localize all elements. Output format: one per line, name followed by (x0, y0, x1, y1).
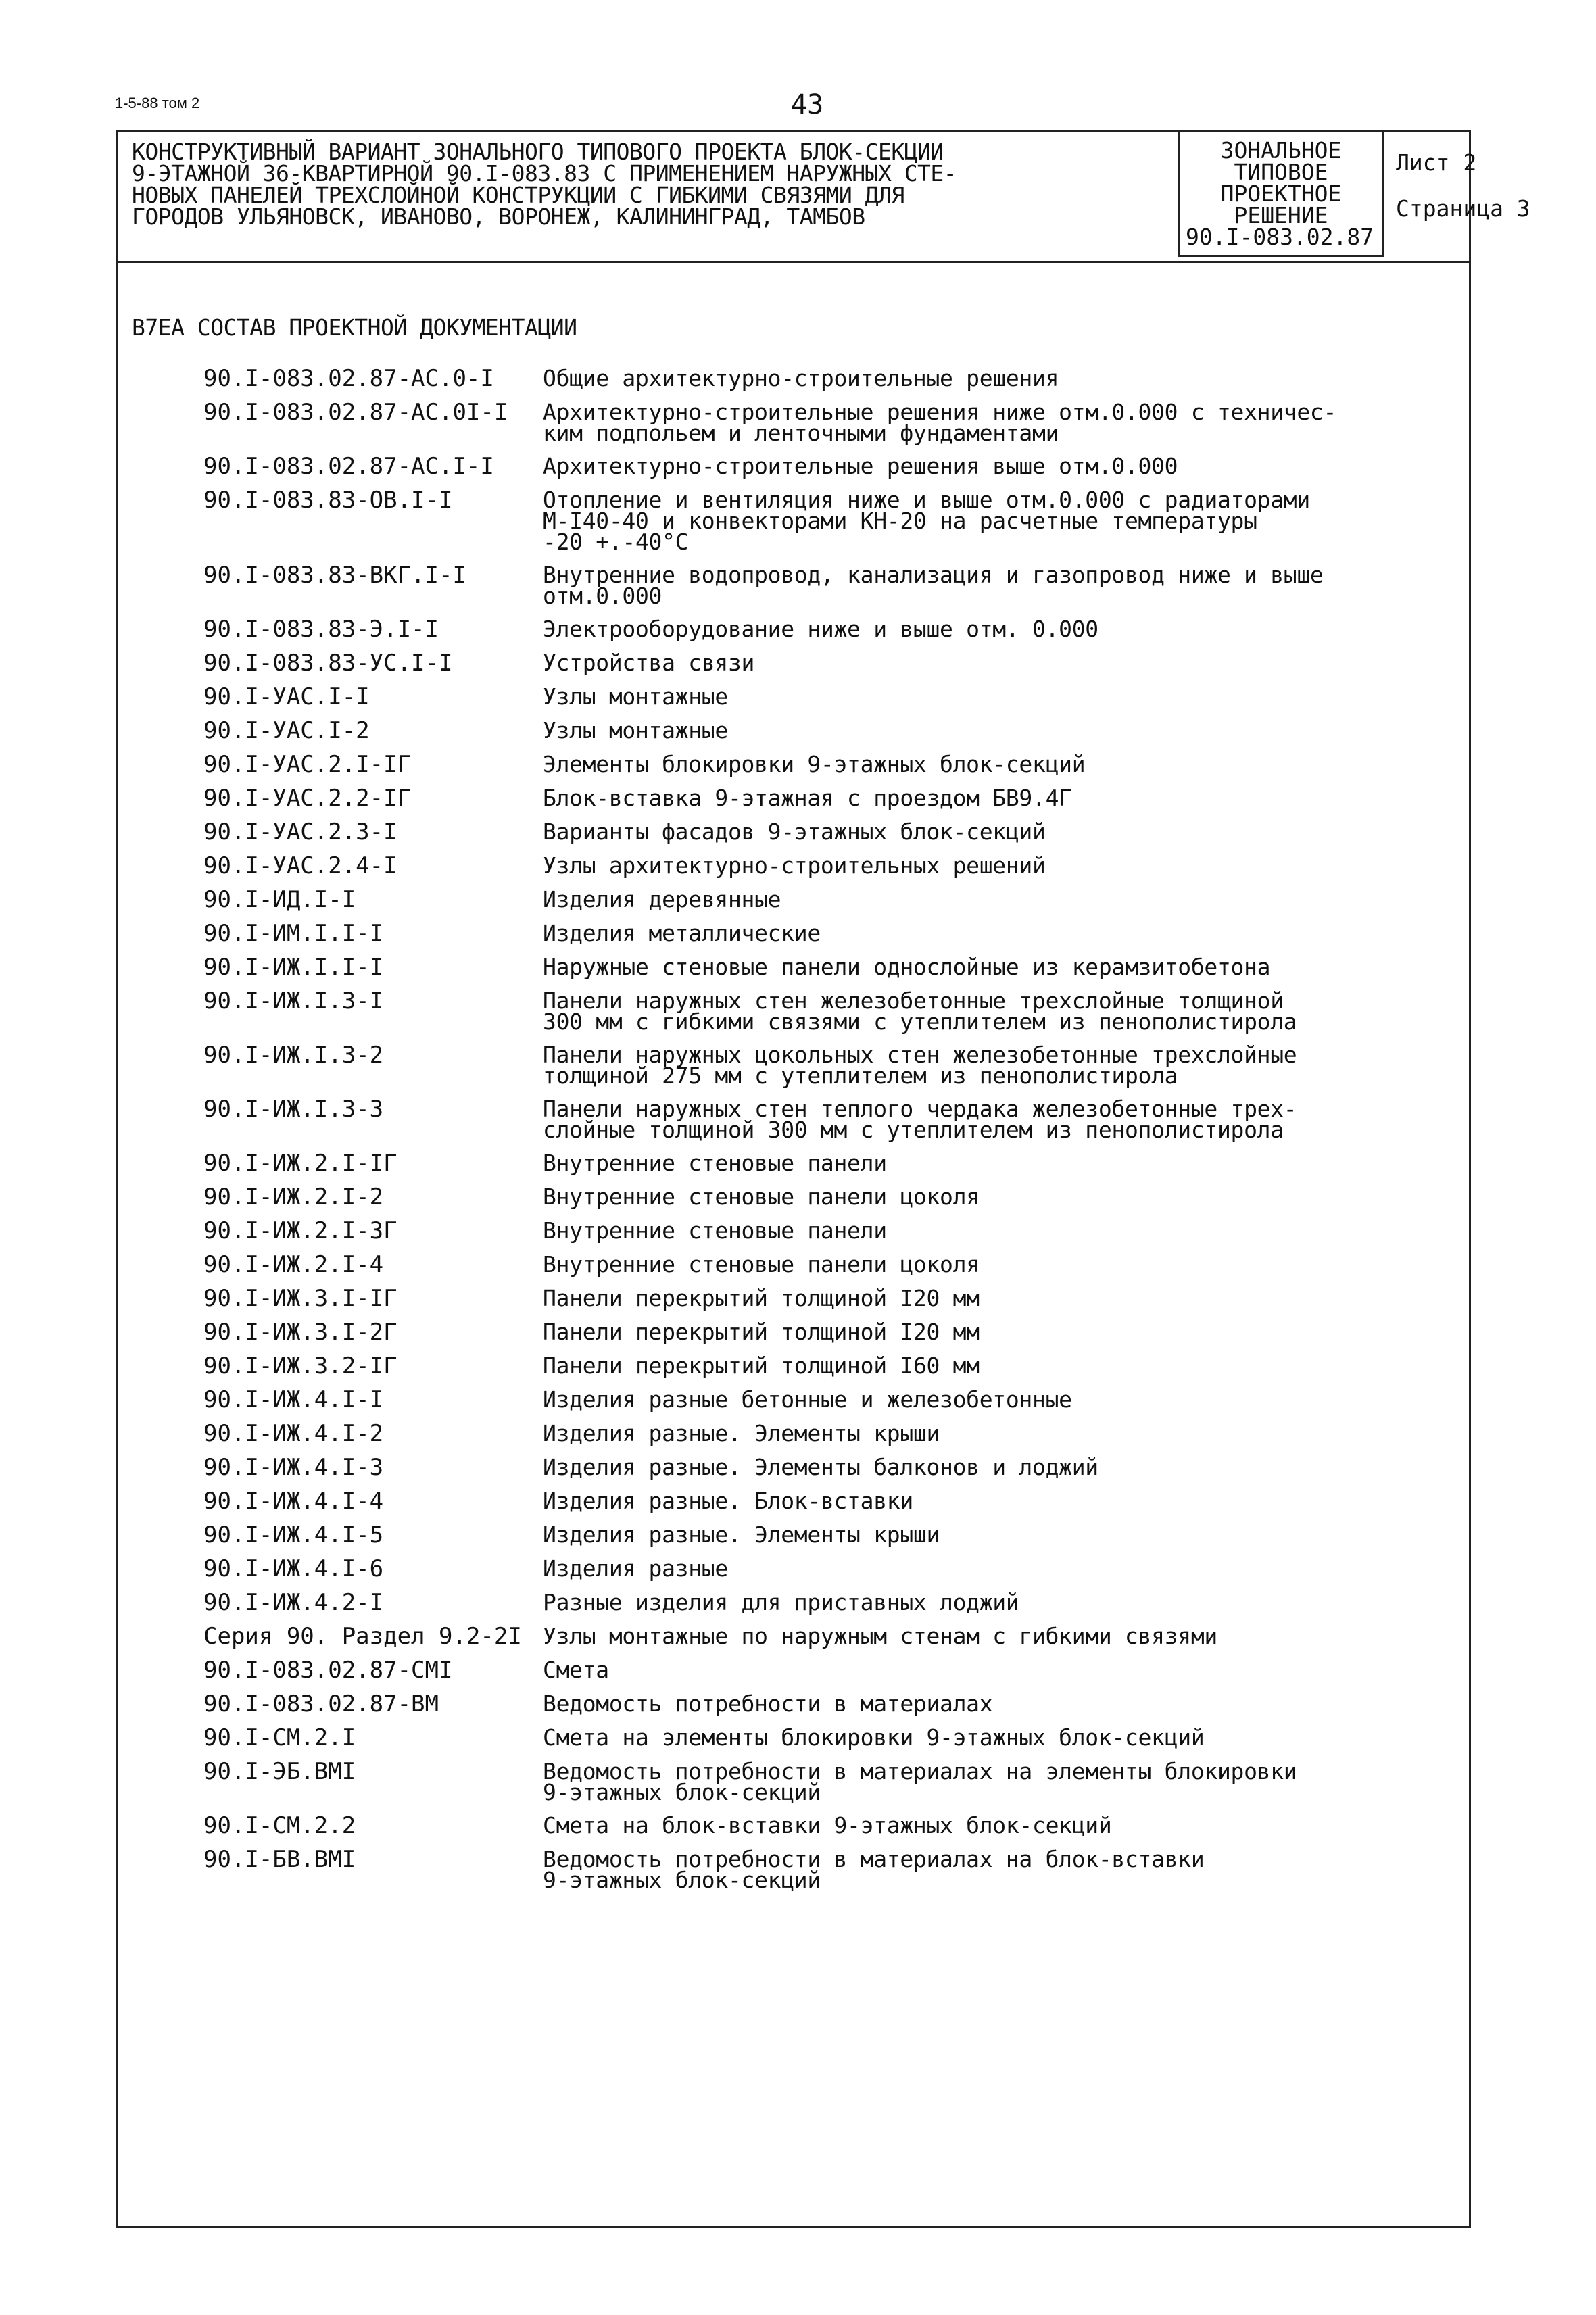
document-row (203, 1451, 1461, 1484)
document-code: 90.I-ИЖ.I.I-I (203, 954, 384, 981)
document-code: 90.I-ЭБ.ВМI (203, 1758, 356, 1785)
page-label: Страница 3 (1396, 195, 1530, 222)
document-code: 90.I-ИЖ.4.I-I (203, 1386, 384, 1413)
document-title: Изделия разные (543, 1555, 728, 1582)
document-code: 90.I-ИЖ.3.I-2Г (203, 1319, 397, 1346)
document-title: Панели наружных стен железобетонные трехслойные толщиной 300 мм с гибкими связями с утеплителем из пенополистирола (543, 988, 1297, 1035)
document-row (203, 1038, 1461, 1092)
document-title: Наружные стеновые панели однослойные из керамзитобетона (543, 954, 1271, 980)
document-row (203, 1653, 1461, 1687)
document-code: 90.I-083.02.87-АС.I-I (203, 453, 494, 480)
title-block (118, 132, 1530, 263)
project-code: 90.I-083.02.87 (1186, 224, 1374, 250)
document-row (203, 748, 1461, 781)
document-code: 90.I-ИЖ.4.I-5 (203, 1521, 384, 1549)
document-title: Изделия разные. Элементы балконов и лоджий (543, 1454, 1098, 1480)
document-title: Панели наружных стен теплого чердака железобетонные трех- слойные толщиной 300 мм с утеплителем из пенополистирола (543, 1096, 1297, 1143)
document-row (203, 1518, 1461, 1552)
document-title: Отопление и вентиляция ниже и выше отм.0.000 с радиаторами М-I40-40 и конвекторами КН-20 на расчетные температуры -20 +.-40°С (543, 487, 1310, 555)
document-title: Внутренние стеновые панели (543, 1150, 887, 1176)
document-code: 90.I-ИЖ.3.2-IГ (203, 1353, 397, 1380)
document-title: Внутренние водопровод, канализация и газопровод ниже и выше отм.0.000 (543, 562, 1324, 609)
document-code: 90.I-ИЖ.I.3-3 (203, 1096, 384, 1123)
document-row (203, 612, 1461, 646)
document-row (203, 781, 1461, 815)
project-title-line: КОНСТРУКТИВНЫЙ ВАРИАНТ ЗОНАЛЬНОГО ТИПОВОГО ПРОЕКТА БЛОК-СЕКЦИИ (132, 139, 944, 165)
document-code: 90.I-ИМ.I.I-I (203, 920, 384, 947)
document-title: Изделия разные. Элементы крыши (543, 1521, 940, 1548)
project-title-line: НОВЫХ ПАНЕЛЕЙ ТРЕХСЛОЙНОЙ КОНСТРУКЦИИ С ГИБКИМИ СВЯЗЯМИ ДЛЯ (132, 182, 904, 208)
document-row (203, 362, 1461, 395)
document-title: Архитектурно-строительные решения ниже отм.0.000 с техничес- ким подпольем и ленточными фундаментами (543, 399, 1337, 446)
document-row (203, 1721, 1461, 1755)
document-code: 90.I-ИЖ.2.I-2 (203, 1184, 384, 1211)
document-code: 90.I-ИЖ.I.3-2 (203, 1042, 384, 1069)
document-code: 90.I-УАС.I-I (203, 683, 370, 710)
document-code: 90.I-083.83-Э.I-I (203, 616, 439, 643)
document-code: 90.I-УАС.2.3-I (203, 819, 397, 846)
document-code: 90.I-УАС.2.4-I (203, 852, 397, 879)
sheet-number: Лист 2 (1396, 149, 1477, 176)
document-title: Панели наружных цокольных стен железобетонные трехслойные толщиной 275 мм с утеплителем из пенополистирола (543, 1042, 1297, 1089)
document-row (203, 1809, 1461, 1843)
document-title: Ведомость потребности в материалах (543, 1690, 993, 1717)
section-heading: В7ЕА СОСТАВ ПРОЕКТНОЙ ДОКУМЕНТАЦИИ (132, 314, 577, 341)
document-row (203, 1349, 1461, 1383)
solution-type-line: РЕШЕНИЕ (1234, 202, 1328, 228)
document-code: 90.I-ИЖ.3.I-IГ (203, 1285, 397, 1312)
document-code: 90.I-БВ.ВМI (203, 1846, 356, 1873)
document-code: 90.I-083.83-УС.I-I (203, 650, 453, 677)
document-row (203, 1619, 1461, 1653)
solution-type-cell (1178, 132, 1384, 257)
document-title: Изделия разные бетонные и железобетонные (543, 1386, 1072, 1413)
document-title: Смета (543, 1657, 609, 1683)
solution-type-line: ЗОНАЛЬНОЕ (1220, 137, 1342, 164)
document-title: Устройства связи (543, 650, 755, 676)
document-title: Внутренние стеновые панели (543, 1217, 887, 1244)
document-row (203, 1214, 1461, 1248)
document-row (203, 1092, 1461, 1146)
document-title: Изделия разные. Блок-вставки (543, 1488, 913, 1514)
document-title: Блок-вставка 9-этажная с проездом БВ9.4Г (543, 785, 1072, 811)
document-code: 90.I-ИЖ.2.I-IГ (203, 1150, 397, 1177)
document-code: 90.I-083.83-ОВ.I-I (203, 487, 453, 514)
document-title: Узлы монтажные (543, 683, 728, 710)
document-row (203, 449, 1461, 483)
document-code: 90.I-ИЖ.I.3-I (203, 988, 384, 1015)
document-row (203, 1315, 1461, 1349)
document-row (203, 1843, 1461, 1897)
document-title: Разные изделия для приставных лоджий (543, 1589, 1019, 1615)
document-row (203, 680, 1461, 714)
document-row (203, 1282, 1461, 1315)
document-code: 90.I-УАС.2.I-IГ (203, 751, 412, 778)
document-row (203, 1180, 1461, 1214)
document-title: Электрооборудование ниже и выше отм. 0.000 (543, 616, 1098, 642)
document-row (203, 1586, 1461, 1619)
document-title: Смета на элементы блокировки 9-этажных блок-секций (543, 1724, 1205, 1751)
solution-type-line: ТИПОВОЕ (1234, 159, 1328, 185)
document-title: Узлы монтажные по наружным стенам с гибкими связями (543, 1623, 1217, 1649)
document-list (203, 362, 1461, 1897)
project-title (132, 141, 1173, 228)
document-frame (116, 130, 1530, 2228)
document-code: 90.I-ИЖ.2.I-4 (203, 1251, 384, 1278)
document-title: Изделия деревянные (543, 886, 781, 912)
project-title-line: ГОРОДОВ УЛЬЯНОВСК, ИВАНОВО, ВОРОНЕЖ, КАЛИНИНГРАД, ТАМБОВ (132, 203, 865, 230)
document-code: 90.I-СМ.2.2 (203, 1812, 356, 1839)
series-label: 1-5-88 том 2 (115, 95, 200, 112)
document-row (203, 917, 1461, 950)
document-title: Изделия металлические (543, 920, 821, 946)
page-number: 43 (791, 89, 824, 120)
document-row (203, 1417, 1461, 1451)
document-title: Узлы архитектурно-строительных решений (543, 852, 1046, 879)
document-title: Смета на блок-вставки 9-этажных блок-секций (543, 1812, 1112, 1838)
document-title: Архитектурно-строительные решения выше отм.0.000 (543, 453, 1178, 479)
document-title: Изделия разные. Элементы крыши (543, 1420, 940, 1446)
document-code: 90.I-083.02.87-АС.0I-I (203, 399, 508, 426)
document-code: 90.I-СМ.2.I (203, 1724, 356, 1751)
document-title: Варианты фасадов 9-этажных блок-секций (543, 819, 1046, 845)
document-code: 90.I-083.83-ВКГ.I-I (203, 562, 466, 589)
sheet-info (1396, 140, 1530, 232)
document-row (203, 815, 1461, 849)
document-title: Ведомость потребности в материалах на элементы блокировки 9-этажных блок-секций (543, 1758, 1297, 1805)
document-code: 90.I-083.02.87-СМI (203, 1657, 453, 1684)
document-row (203, 1552, 1461, 1586)
document-row (203, 714, 1461, 748)
document-title: Общие архитектурно-строительные решения (543, 365, 1059, 391)
document-title: Внутренние стеновые панели цоколя (543, 1251, 980, 1277)
document-row (203, 1146, 1461, 1180)
document-row (203, 1687, 1461, 1721)
solution-type-line: ПРОЕКТНОЕ (1220, 180, 1342, 207)
document-title: Ведомость потребности в материалах на блок-вставки 9-этажных блок-секций (543, 1846, 1205, 1893)
document-code: 90.I-ИЖ.4.I-6 (203, 1555, 384, 1582)
document-row (203, 558, 1461, 612)
document-row (203, 883, 1461, 917)
document-row (203, 1248, 1461, 1282)
document-title: Панели перекрытий толщиной I60 мм (543, 1353, 980, 1379)
document-code: Серия 90. Раздел 9.2-2I (203, 1623, 522, 1650)
document-row (203, 984, 1461, 1038)
document-code: 90.I-ИД.I-I (203, 886, 356, 913)
document-title: Элементы блокировки 9-этажных блок-секций (543, 751, 1086, 777)
document-title: Панели перекрытий толщиной I20 мм (543, 1285, 980, 1311)
document-row (203, 849, 1461, 883)
document-row (203, 1383, 1461, 1417)
document-title: Узлы монтажные (543, 717, 728, 744)
document-code: 90.I-УАС.2.2-IГ (203, 785, 412, 812)
document-code: 90.I-083.02.87-ВМ (203, 1690, 439, 1717)
document-code: 90.I-ИЖ.4.I-2 (203, 1420, 384, 1447)
document-row (203, 1755, 1461, 1809)
document-code: 90.I-083.02.87-АС.0-I (203, 365, 494, 392)
document-code: 90.I-УАС.I-2 (203, 717, 370, 744)
document-code: 90.I-ИЖ.4.2-I (203, 1589, 384, 1616)
document-row (203, 646, 1461, 680)
document-code: 90.I-ИЖ.4.I-3 (203, 1454, 384, 1481)
document-code: 90.I-ИЖ.2.I-3Г (203, 1217, 397, 1244)
document-row (203, 950, 1461, 984)
document-title: Внутренние стеновые панели цоколя (543, 1184, 980, 1210)
document-title: Панели перекрытий толщиной I20 мм (543, 1319, 980, 1345)
project-title-line: 9-ЭТАЖНОЙ 36-КВАРТИРНОЙ 90.I-083.83 С ПРИМЕНЕНИЕМ НАРУЖНЫХ СТЕ- (132, 160, 957, 187)
document-row (203, 483, 1461, 558)
document-code: 90.I-ИЖ.4.I-4 (203, 1488, 384, 1515)
document-row (203, 395, 1461, 449)
document-row (203, 1484, 1461, 1518)
